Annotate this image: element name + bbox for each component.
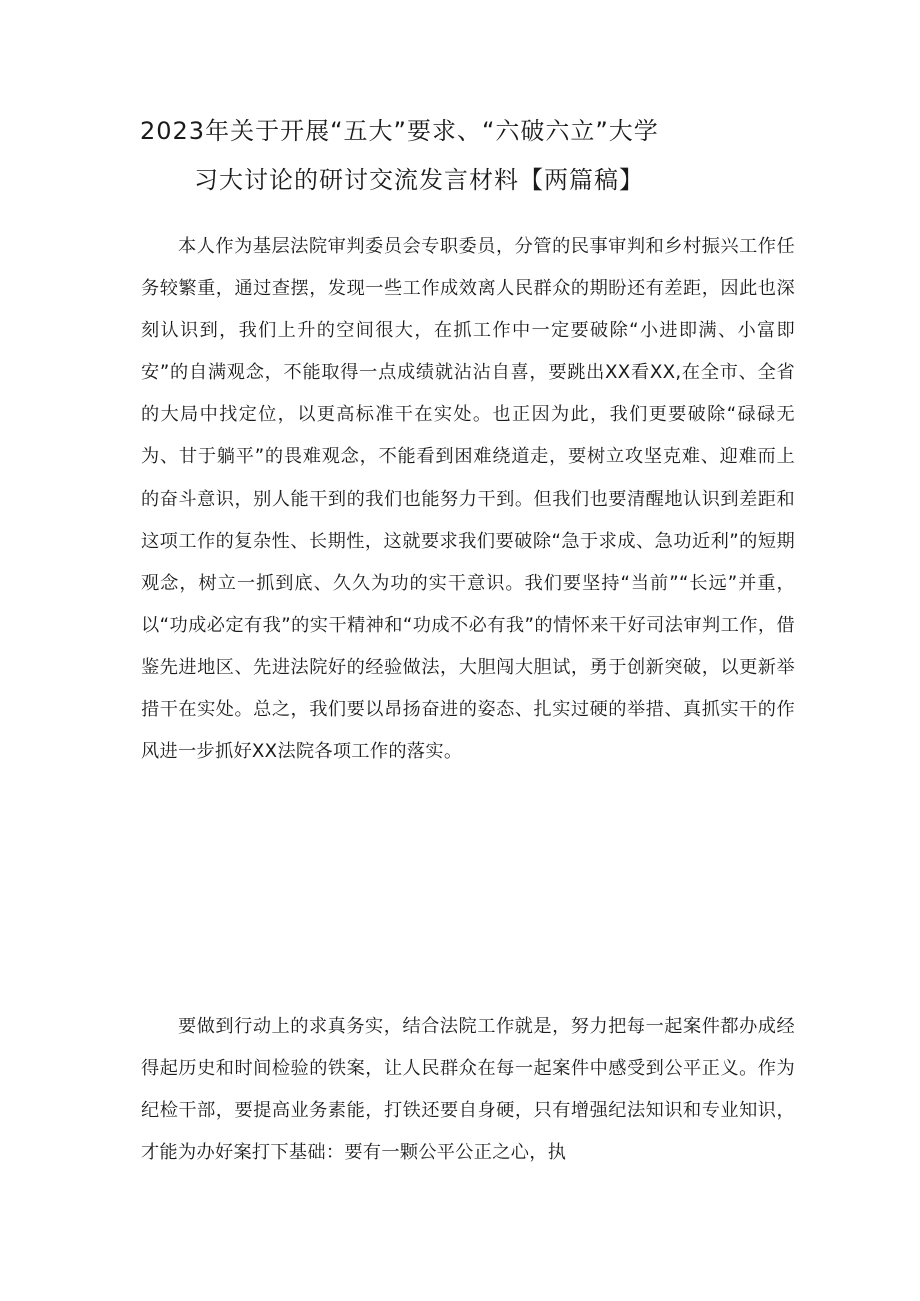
document-title-line-1: 2023年关于开展“五大”要求、“六破六立”大学 [140,117,659,145]
body-paragraph-2: 要做到行动上的求真务实，结合法院工作就是，努力把每一起案件都办成经得起历史和时间检验的铁案，让人民群众在每一起案件中感受到公平正义。作为纪检干部，要提高业务素能，打铁还要自身硬，只有增强纪法知识和专业知识，才能为办好案打下基础：要有一颗公平公正之心，执 [141,1016,795,1164]
body-paragraph-1: 本人作为基层法院审判委员会专职委员，分管的民事审判和乡村振兴工作任务较繁重，通过查摆，发现一些工作成效离人民群众的期盼还有差距，因此也深刻认识到，我们上升的空间很大，在抓工作中一定要破除“小进即满、小富即安”的自满观念，不能取得一点成绩就沾沾自喜，要跳出XX看XX,在全市、全省的大局中找定位，以更高标准干在实处。也正因为此，我们更要破除“碌碌无为、甘于躺平”的畏难观念，不能看到困难绕道走，要树立攻坚克难、迎难而上的奋斗意识，别人能干到的我们也能努力干到。但我们也要清醒地认识到差距和这项工作的复杂性、长期性，这就要求我们要破除“急于求成、急功近利”的短期观念，树立一抓到底、久久为功的实干意识。我们要坚持“当前”“长远”并重，以“功成必定有我”的实干精神和“功成不必有我”的情怀来干好司法审判工作，借鉴先进地区、先进法院好的经验做法，大胆闯大胆试，勇于创新突破，以更新举措干在实处。总之，我们要以昂扬奋进的姿态、扎实过硬的举措、真抓实干的作风进一步抓好XX法院各项工作的落实。 [141,236,795,763]
document-title-line-2: 习大讨论的研讨交流发言材料【两篇稿】 [194,166,644,194]
